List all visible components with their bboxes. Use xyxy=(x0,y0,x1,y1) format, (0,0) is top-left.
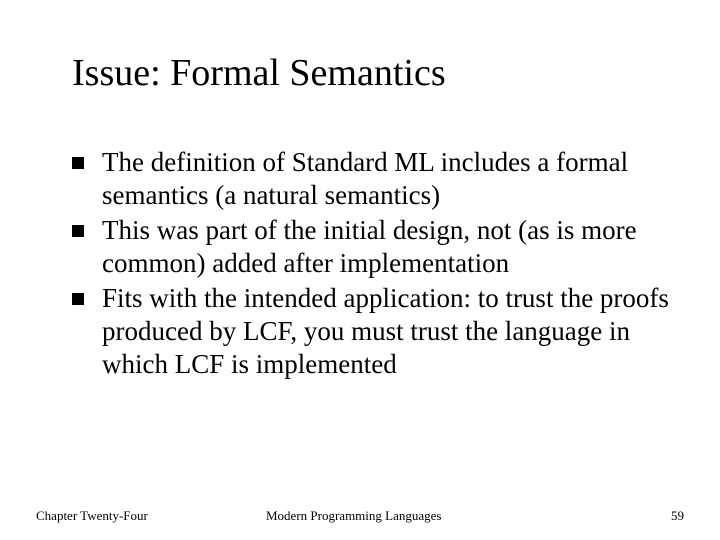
bullet-item xyxy=(72,146,682,212)
bullet-item xyxy=(72,282,682,381)
square-bullet-icon xyxy=(72,157,84,169)
slide-title: Issue: Formal Semantics xyxy=(72,52,446,94)
bullet-text: Fits with the intended application: to trust the proofs produced by LCF, you must trust the language in which LCF is implemented xyxy=(102,283,669,379)
bullet-list xyxy=(72,146,682,383)
square-bullet-icon xyxy=(72,225,84,237)
bullet-item xyxy=(72,214,682,280)
bullet-text: The definition of Standard ML includes a formal semantics (a natural semantics) xyxy=(102,147,629,210)
footer-book-title: Modern Programming Languages xyxy=(266,508,442,523)
footer-chapter: Chapter Twenty-Four xyxy=(36,508,148,523)
bullet-text: This was part of the initial design, not (as is more common) added after implementation xyxy=(102,215,637,278)
square-bullet-icon xyxy=(72,293,84,305)
footer-page-number: 59 xyxy=(671,508,684,523)
